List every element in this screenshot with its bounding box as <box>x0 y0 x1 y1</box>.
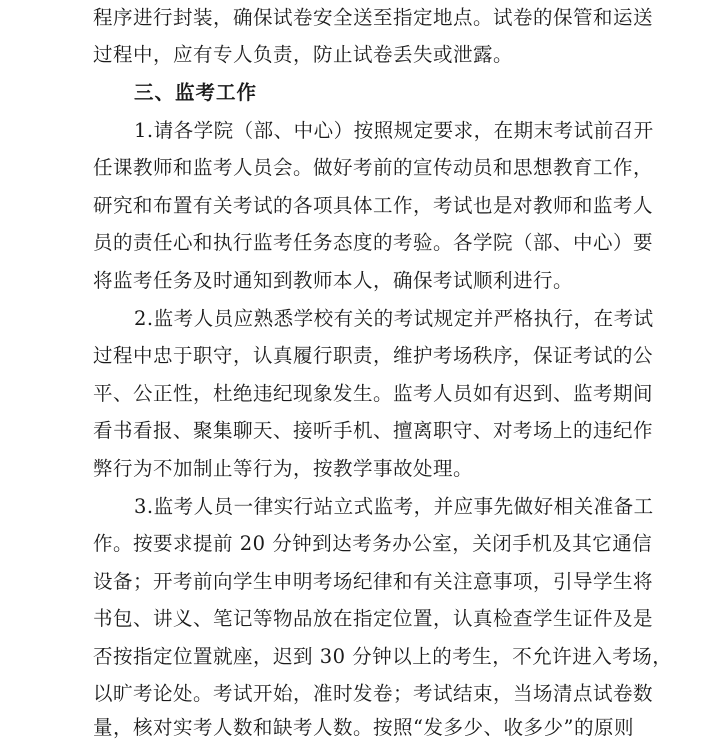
paragraph-2-line-4: 看书看报、聚集聊天、接听手机、擅离职守、对考场上的违纪作 <box>93 419 654 442</box>
paragraph-3-line-1: 3.监考人员一律实行站立式监考，并应事先做好相关准备工 <box>134 495 654 518</box>
intro-line-1: 程序进行封装，确保试卷安全送至指定地点。试卷的保管和运送 <box>93 6 654 29</box>
paragraph-2-line-5: 弊行为不加制止等行为，按教学事故处理。 <box>93 457 474 480</box>
paragraph-3-line-5: 否按指定位置就座，迟到 30 分钟以上的考生，不允许进入考场， <box>93 645 673 668</box>
paragraph-1-line-1: 1.请各学院（部、中心）按照规定要求，在期末考试前召开 <box>134 119 654 142</box>
paragraph-1-line-3: 研究和布置有关考试的各项具体工作，考试也是对教师和监考人 <box>93 194 654 217</box>
paragraph-1-line-5: 将监考任务及时通知到教师本人，确保考试顺利进行。 <box>93 269 574 292</box>
paragraph-3-line-2: 作。按要求提前 20 分钟到达考务办公室，关闭手机及其它通信 <box>93 532 653 555</box>
paragraph-3-line-6: 以旷考论处。考试开始，准时发卷；考试结束，当场清点试卷数 <box>93 682 654 705</box>
paragraph-2-line-1: 2.监考人员应熟悉学校有关的考试规定并严格执行，在考试 <box>134 307 654 330</box>
section-heading: 三、监考工作 <box>134 81 258 104</box>
paragraph-3-line-7: 量，核对实考人数和缺考人数。按照“发多少、收多少”的原则 <box>93 716 634 739</box>
paragraph-2-line-2: 过程中忠于职守，认真履行职责，维护考场秩序，保证考试的公 <box>93 344 654 367</box>
paragraph-1-line-2: 任课教师和监考人员会。做好考前的宣传动员和思想教育工作， <box>93 156 654 179</box>
paragraph-3-line-4: 书包、讲义、笔记等物品放在指定位置，认真检查学生证件及是 <box>93 607 654 630</box>
paragraph-3-line-3: 设备；开考前向学生申明考场纪律和有关注意事项，引导学生将 <box>93 570 654 593</box>
paragraph-1-line-4: 员的责任心和执行监考任务态度的考验。各学院（部、中心）要 <box>93 231 654 254</box>
paragraph-2-line-3: 平、公正性，杜绝违纪现象发生。监考人员如有迟到、监考期间 <box>93 382 654 405</box>
intro-line-2: 过程中，应有专人负责，防止试卷丢失或泄露。 <box>93 43 514 66</box>
